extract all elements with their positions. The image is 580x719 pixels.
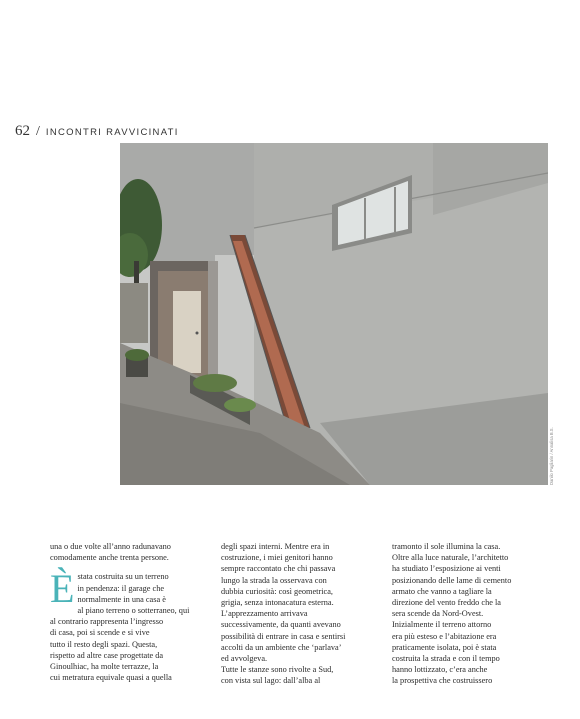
text-line: successivamente, da quanti avevano — [221, 620, 341, 630]
text-line: al contrario rappresenta l’ingresso — [50, 617, 164, 627]
text-line: Ginoulhiac, ha molte terrazze, la — [50, 662, 159, 672]
text-line: direzione del vento freddo che la — [392, 598, 501, 608]
page-number: 62 — [15, 123, 30, 139]
text-line: sempre raccontato che chi passava — [221, 564, 336, 574]
text-line: in pendenza: il garage che — [77, 583, 165, 593]
text-line: Inizialmente il terreno attorno — [392, 620, 492, 630]
text-line: grigia, senza intonacatura esterna. — [221, 598, 334, 608]
text-line: ed avvolgeva. — [221, 654, 268, 664]
text-line: normalmente in una casa è — [77, 594, 166, 604]
text-line: stata costruita su un terreno — [77, 572, 169, 582]
text-line: era più esteso e l’abitazione era — [392, 631, 497, 641]
drop-cap: È — [50, 566, 75, 612]
text-column-1 — [50, 541, 200, 683]
text-line: Oltre alla luce naturale, l’architetto — [392, 553, 509, 563]
text-line: accolti da un ambiente che ‘parlava’ — [221, 642, 342, 652]
text-line: tutto il resto degli spazi. Questa, — [50, 639, 158, 649]
section-title: INCONTRI RAVVICINATI — [45, 127, 179, 138]
text-line: rispetto ad altre case progettate da — [50, 650, 164, 660]
text-line: hanno lottizzato, c’era anche — [392, 665, 488, 675]
text-line: lungo la strada la osservava con — [221, 575, 327, 585]
text-line: dubbia curiosità: così geometrica, — [221, 586, 333, 596]
page-header — [15, 123, 179, 140]
text-line: tramonto il sole illumina la casa. — [392, 542, 501, 551]
text-line: degli spazi interni. Mentre era in — [221, 542, 330, 551]
text-line: di casa, poi si scende e si vive — [50, 628, 150, 638]
photo-credit: Danilo Pagliarin / Annalisa B.S. — [549, 427, 554, 485]
text-line: cui metratura equivale quasi a quella — [50, 673, 172, 683]
text-line: al piano terreno o sotterraneo, qui — [77, 606, 190, 616]
text-line: possibilità di entrare in casa e sentirsi — [221, 631, 346, 641]
text-line: con vista sul lago: dall’alba al — [221, 676, 321, 686]
text-line: praticamente isolata, poi è stata — [392, 642, 497, 652]
paragraph-with-dropcap — [50, 566, 200, 683]
photo-courtyard — [120, 143, 548, 485]
text-line: una o due volte all’anno radunavano — [50, 542, 171, 551]
text-column-2 — [221, 541, 371, 687]
text-line: ha studiato l’esposizione ai venti — [392, 564, 501, 574]
text-line: comodamente anche trenta persone. — [50, 553, 169, 563]
text-line: la prospettiva che costruissero — [392, 676, 493, 686]
text-line: Tutte le stanze sono rivolte a Sud, — [221, 665, 334, 675]
text-line: sera scende da Nord-Ovest. — [392, 609, 484, 619]
text-line: L’apprezzamento arrivava — [221, 609, 308, 619]
house-photo — [120, 143, 548, 485]
text-line: costruzione, i miei genitori hanno — [221, 553, 333, 563]
text-column-3 — [392, 541, 542, 687]
text-line: posizionando delle lame di cemento — [392, 575, 512, 585]
text-line: costruita la strada e con il tempo — [392, 654, 500, 664]
header-separator: / — [36, 124, 40, 139]
text-line: armato che vanno a tagliare la — [392, 586, 492, 596]
